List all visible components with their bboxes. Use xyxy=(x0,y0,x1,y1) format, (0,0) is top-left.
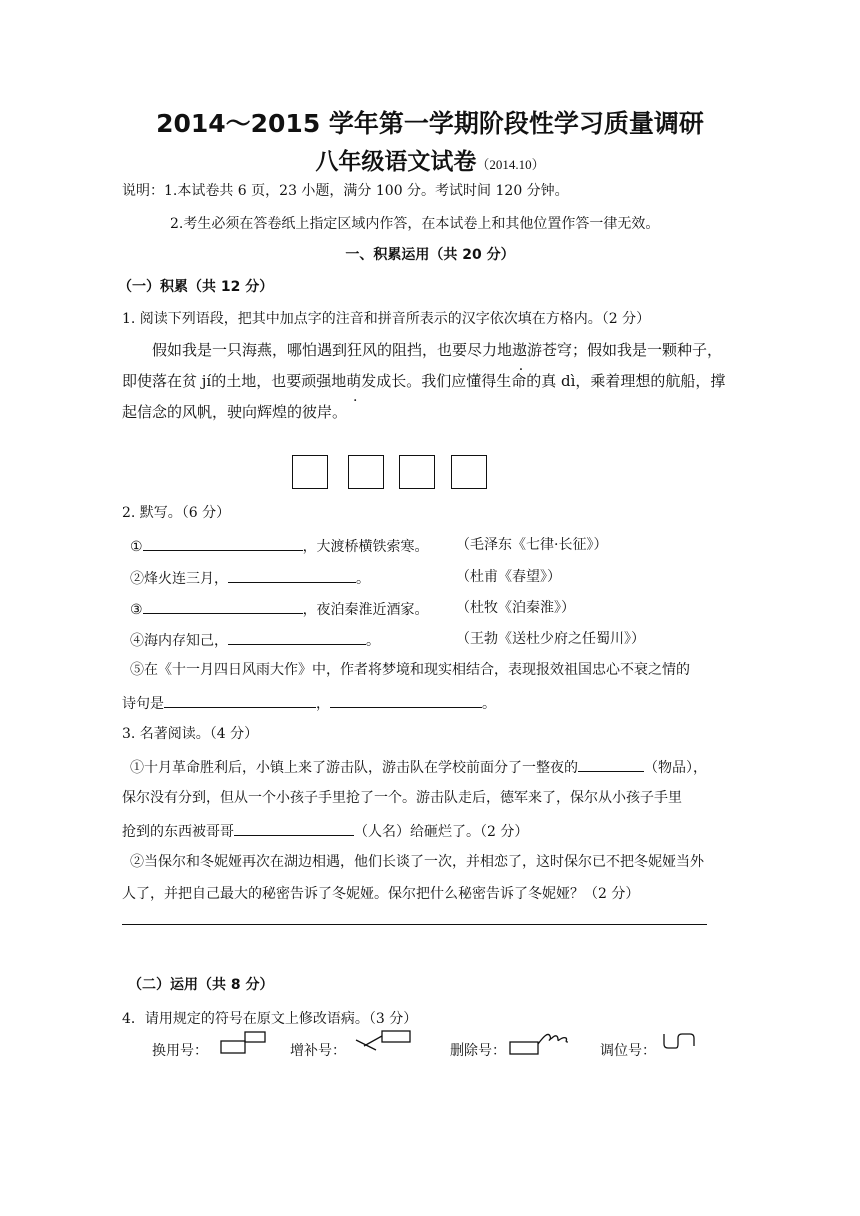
q2-stem: 2. 默写。（6 分） xyxy=(122,505,231,521)
transpose-symbol-icon xyxy=(662,1030,698,1054)
answer-box-4[interactable] xyxy=(451,455,487,489)
q2-item-2: ②烽火连三月， 。 xyxy=(130,566,370,588)
answer-box-1[interactable] xyxy=(292,455,328,489)
q4-stem: 4．请用规定的符号在原文上修改语病。（3 分） xyxy=(122,1011,418,1027)
q2-source-1: （毛泽东《七律·长征》） xyxy=(456,537,608,553)
section-heading: 一、积累运用（共 20 分） xyxy=(345,247,515,263)
part2-heading: （二）运用（共 8 分） xyxy=(128,977,274,993)
exam-subtitle xyxy=(0,143,860,176)
delete-symbol-icon xyxy=(508,1026,572,1058)
q2-item-5-line-1: ⑤在《十一月四日风雨大作》中，作者将梦境和现实相结合，表现报效祖国忠心不衰之情的 xyxy=(130,662,690,678)
q2-item-5-line-2: 诗句是 ， 。 xyxy=(122,691,496,713)
dotted-char: 萌 xyxy=(346,372,362,390)
q3-stem: 3. 名著阅读。（4 分） xyxy=(122,726,259,742)
q3-p2-line-2: 人了，并把自己最大的秘密告诉了冬妮娅。保尔把什么秘密告诉了冬妮娅？（2 分） xyxy=(122,886,640,902)
exam-title: 2014～2015 学年第一学期阶段性学习质量调研 xyxy=(156,109,704,138)
q1-passage-line-3: 起信念的风帆，驶向辉煌的彼岸。 xyxy=(122,403,348,421)
replace-symbol-label: 换用号： xyxy=(152,1043,208,1059)
q3-p1-line-3: 抢到的东西被哥哥 （人名）给砸烂了。（2 分） xyxy=(122,819,528,841)
exam-subtitle-text: 八年级语文试卷 xyxy=(315,149,477,175)
fill-blank[interactable] xyxy=(143,534,303,551)
fill-blank[interactable] xyxy=(228,566,356,583)
answer-box-2[interactable] xyxy=(348,455,384,489)
q2-source-4: （王勃《送杜少府之任蜀川》） xyxy=(456,631,645,647)
q3-p1-line-1: ①十月革命胜利后，小镇上来了游击队，游击队在学校前面分了一整夜的 （物品）， xyxy=(130,755,707,777)
instruction-line-2: 2.考生必须在答卷纸上指定区域内作答，在本试卷上和其他位置作答一律无效。 xyxy=(170,216,660,232)
transpose-symbol-label: 调位号： xyxy=(600,1043,656,1059)
insert-symbol-icon xyxy=(354,1028,416,1058)
q1-passage-line-2: 即使落在贫 jí的土地，也要顽强地萌发成长。我们应懂得生命的真 dì，乘着理想的航船，撑 xyxy=(122,372,726,390)
part1-heading: （一）积累（共 12 分） xyxy=(118,279,274,295)
replace-symbol-icon xyxy=(218,1030,270,1058)
answer-box-3[interactable] xyxy=(399,455,435,489)
fill-blank[interactable] xyxy=(228,628,366,645)
dotted-char: 遨 xyxy=(512,341,528,359)
fill-blank[interactable] xyxy=(330,691,482,708)
answer-line[interactable] xyxy=(122,924,707,925)
exam-date: （2014.10） xyxy=(476,157,545,172)
q2-source-3: （杜牧《泊秦淮》） xyxy=(456,600,575,616)
q2-item-4: ④海内存知己， 。 xyxy=(130,628,380,650)
fill-blank[interactable] xyxy=(164,691,316,708)
q2-item-1: ① ，大渡桥横铁索寒。 xyxy=(130,534,429,556)
fill-blank[interactable] xyxy=(143,597,303,614)
q1-passage-line-1: 假如我是一只海燕，哪怕遇到狂风的阻挡，也要尽力地遨游苍穹；假如我是一颗种子， xyxy=(152,341,723,359)
fill-blank[interactable] xyxy=(578,755,644,772)
q2-item-3: ③ ，夜泊秦淮近酒家。 xyxy=(130,597,429,619)
q3-p2-line-1: ②当保尔和冬妮娅再次在湖边相遇，他们长谈了一次，并相恋了，这时保尔已不把冬妮娅当外 xyxy=(130,854,704,870)
insert-symbol-label: 增补号： xyxy=(290,1043,346,1059)
fill-blank[interactable] xyxy=(234,819,354,836)
q3-p1-line-2: 保尔没有分到，但从一个小孩子手里抢了一个。游击队走后，德军来了，保尔从小孩子手里 xyxy=(122,790,682,806)
instruction-line-1: 说明：1.本试卷共 6 页，23 小题，满分 100 分。考试时间 120 分钟。 xyxy=(122,183,569,199)
q1-stem: 1. 阅读下列语段，把其中加点字的注音和拼音所表示的汉字依次填在方格内。（2 分） xyxy=(122,311,651,327)
delete-symbol-label: 删除号： xyxy=(450,1043,506,1059)
q2-source-2: （杜甫《春望》） xyxy=(456,569,561,585)
